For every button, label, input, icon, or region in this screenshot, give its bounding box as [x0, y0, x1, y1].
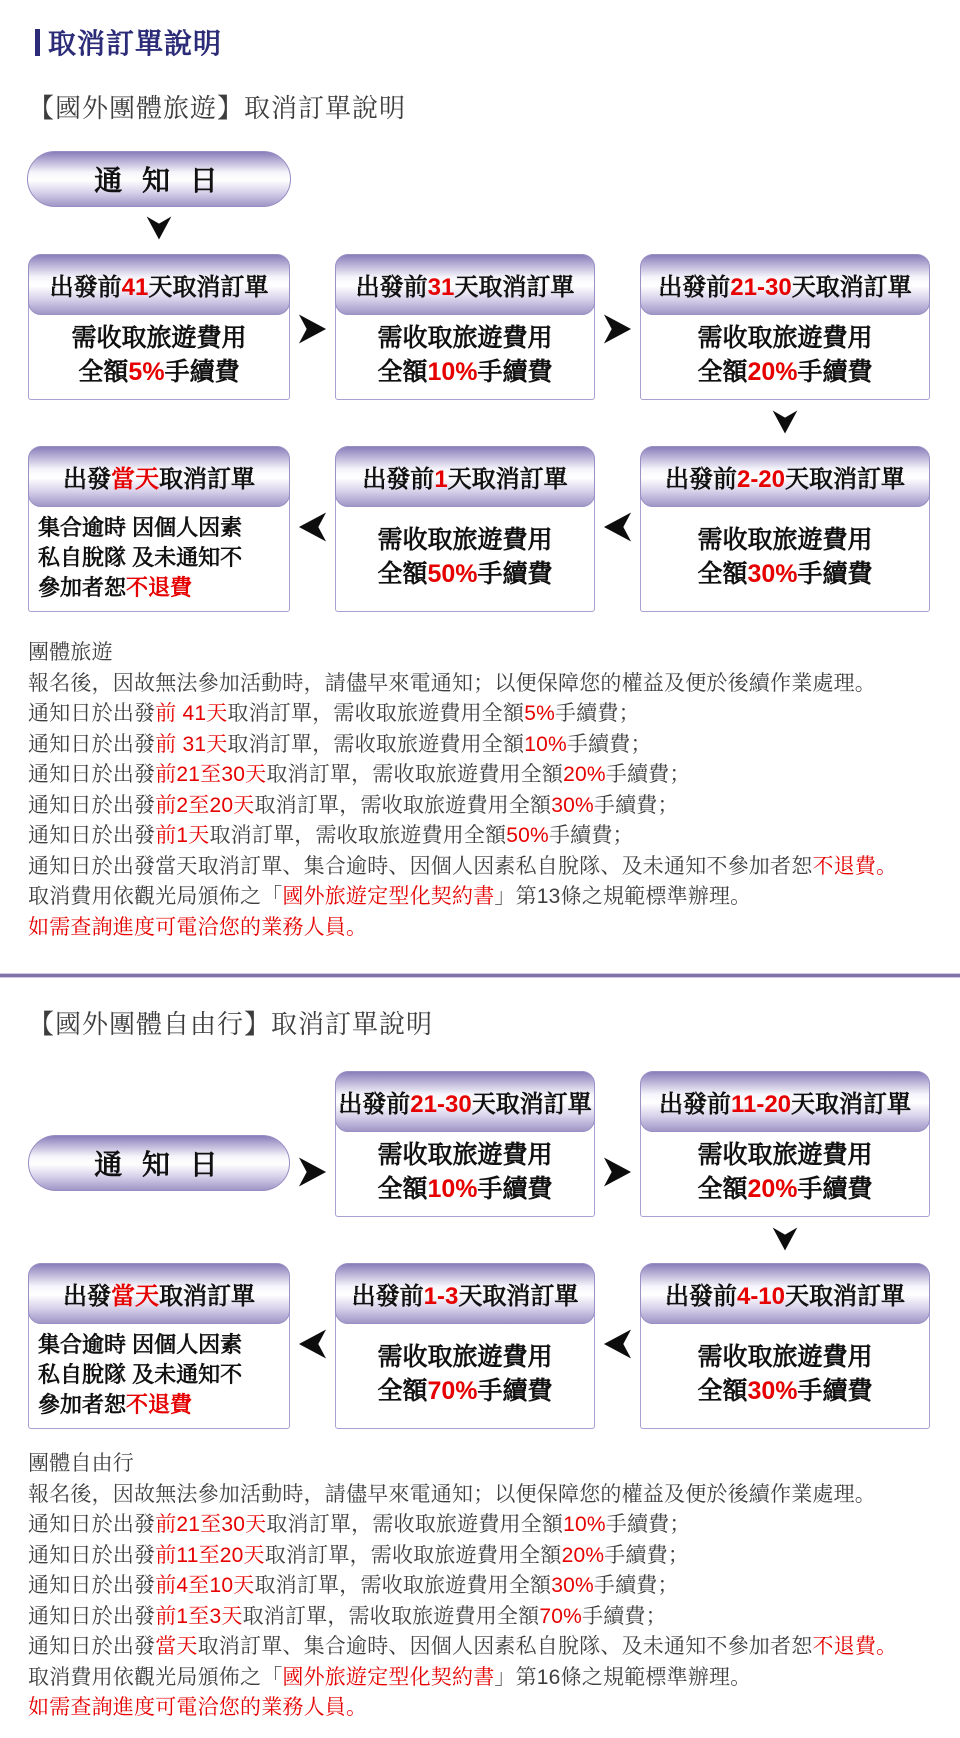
note-line: 報名後，因故無法參加活動時，請儘早來電通知；以便保障您的權益及便於後續作業處理。	[28, 1482, 876, 1506]
flow-box-before-21-30-days	[335, 1071, 595, 1217]
note-line: 報名後，因故無法參加活動時，請儘早來電通知；以便保障您的權益及便於後續作業處理。	[28, 671, 876, 695]
section2-heading: 【國外團體自由行】取消訂單說明	[28, 1009, 434, 1039]
note-line: 如需查詢進度可電洽您的業務人員。	[28, 1696, 368, 1719]
chevron-left-icon	[602, 510, 633, 544]
note-line: 通知日於出發前 31天取消訂單，需收取旅遊費用全額10%手續費；	[28, 732, 652, 756]
chevron-down-icon	[770, 1225, 800, 1253]
flow-box-title: 出發當天取消訂單	[28, 1263, 290, 1324]
chevron-right-icon	[297, 312, 328, 346]
s2-notify-pill: 通 知 日	[28, 1135, 290, 1191]
arrow-cell	[640, 1217, 930, 1263]
note-line: 通知日於出發前2至20天取消訂單，需收取旅遊費用全額30%手續費；	[28, 793, 679, 817]
section-divider	[0, 973, 960, 978]
flow-box-before-41-days	[28, 254, 290, 400]
section1-heading: 【國外團體旅遊】取消訂單說明	[28, 93, 407, 123]
note-line: 通知日於出發前11至20天取消訂單，需收取旅遊費用全額20%手續費；	[28, 1543, 690, 1567]
note-line: 通知日於出發當天取消訂單、集合逾時、因個人因素私自脫隊、及未通知不參加者恕不退費。	[28, 1635, 898, 1658]
chevron-right-icon	[602, 312, 633, 346]
flow-box-body: 需收取旅遊費用 全額70%手續費	[377, 1343, 553, 1405]
s1-flow-row1	[28, 254, 930, 400]
flow-box-before-4-10-days	[640, 1263, 930, 1429]
flow-box-title: 出發前21-30天取消訂單	[335, 1071, 595, 1132]
chevron-left-icon	[602, 1327, 633, 1361]
flow-box-title: 出發前31天取消訂單	[335, 254, 595, 315]
arrow-cell	[595, 446, 640, 612]
arrow-cell	[640, 400, 930, 446]
flow-box-title: 出發前21-30天取消訂單	[640, 254, 930, 315]
section-group-tour	[0, 88, 960, 943]
note-line: 取消費用依觀光局頒佈之「國外旅遊定型化契約書」第13條之規範標準辦理。	[28, 885, 752, 908]
s1-flow-arrow-row	[28, 400, 930, 446]
section-free-tour	[0, 1004, 960, 1738]
arrow-cell	[290, 1263, 335, 1429]
flow-box-body: 需收取旅遊費用 全額10%手續費	[377, 1141, 553, 1203]
flow-box-before-11-20-days	[640, 1071, 930, 1217]
flow-box-before-1-day	[335, 446, 595, 612]
flow-box-body: 需收取旅遊費用 全額10%手續費	[377, 324, 553, 386]
flow-box-before-21-30-days	[640, 254, 930, 400]
flow-box-title: 出發前41天取消訂單	[28, 254, 290, 315]
flow-box-title: 出發前1-3天取消訂單	[335, 1263, 595, 1324]
page-title: 取消訂單說明	[48, 28, 223, 59]
note-line: 通知日於出發前 41天取消訂單，需收取旅遊費用全額5%手續費；	[28, 702, 640, 725]
title-accent-bar	[35, 29, 40, 56]
flow-box-before-2-20-days	[640, 446, 930, 612]
flow-box-before-31-days	[335, 254, 595, 400]
s1-notify-block	[28, 151, 290, 242]
note-line: 通知日於出發前1天取消訂單，需收取旅遊費用全額50%手續費；	[28, 824, 634, 847]
chevron-right-icon	[297, 1155, 328, 1189]
flow-box-same-day	[28, 1263, 290, 1429]
flow-box-body: 需收取旅遊費用 全額20%手續費	[697, 324, 873, 386]
flow-box-body: 需收取旅遊費用 全額20%手續費	[697, 1141, 873, 1203]
flow-box-body: 需收取旅遊費用 全額5%手續費	[71, 324, 247, 386]
s2-flow-row1	[28, 1071, 930, 1217]
flow-box-same-day	[28, 446, 290, 612]
flow-box-title: 出發前1天取消訂單	[335, 446, 595, 507]
chevron-left-icon	[297, 1327, 328, 1361]
s1-flow-row2	[28, 446, 930, 612]
note-line: 通知日於出發前1至3天取消訂單，需收取旅遊費用全額70%手續費；	[28, 1604, 667, 1628]
flow-box-title: 出發當天取消訂單	[28, 446, 290, 507]
note-line: 通知日於出發前4至10天取消訂單，需收取旅遊費用全額30%手續費；	[28, 1574, 679, 1597]
chevron-left-icon	[297, 510, 328, 544]
s1-flowchart	[28, 151, 930, 612]
s1-notify-pill: 通 知 日	[27, 151, 291, 207]
s2-flow-row2	[28, 1263, 930, 1429]
arrow-cell	[290, 1071, 335, 1217]
s2-notify-cell	[28, 1071, 290, 1217]
note-line: 通知日於出發前21至30天取消訂單，需收取旅遊費用全額20%手續費；	[28, 763, 691, 786]
flow-box-body: 需收取旅遊費用 全額50%手續費	[377, 526, 553, 588]
arrow-cell	[290, 254, 335, 400]
arrow-cell	[595, 254, 640, 400]
flow-box-title: 出發前2-20天取消訂單	[640, 446, 930, 507]
chevron-down-icon	[770, 408, 800, 436]
note-line: 如需查詢進度可電洽您的業務人員。	[28, 915, 368, 939]
note-line: 團體自由行	[28, 1452, 134, 1475]
note-line: 通知日於出發前21至30天取消訂單，需收取旅遊費用全額10%手續費；	[28, 1513, 691, 1536]
note-line: 團體旅遊	[28, 641, 113, 664]
flow-box-body: 需收取旅遊費用 全額30%手續費	[697, 526, 873, 588]
flow-box-before-1-3-days	[335, 1263, 595, 1429]
flow-box-body: 集合逾時 因個人因素 私自脫隊 及未通知不 參加者恕不退費	[38, 1332, 243, 1417]
s2-notes	[28, 1449, 930, 1738]
arrow-cell	[290, 446, 335, 612]
arrow-cell	[595, 1071, 640, 1217]
flow-box-body: 集合逾時 因個人因素 私自脫隊 及未通知不 參加者恕不退費	[38, 515, 243, 600]
note-line: 通知日於出發當天取消訂單、集合逾時、因個人因素私自脫隊、及未通知不參加者恕不退費。	[28, 854, 898, 878]
s2-flowchart	[28, 1071, 930, 1429]
chevron-down-icon	[144, 214, 174, 242]
flow-box-title: 出發前4-10天取消訂單	[640, 1263, 930, 1324]
s2-flow-arrow-row	[28, 1217, 930, 1263]
chevron-right-icon	[602, 1155, 633, 1189]
arrow-cell	[595, 1263, 640, 1429]
flow-box-title: 出發前11-20天取消訂單	[640, 1071, 930, 1132]
page-title-row	[0, 0, 960, 62]
flow-box-body: 需收取旅遊費用 全額30%手續費	[697, 1343, 873, 1405]
s1-notes	[28, 638, 930, 943]
note-line: 取消費用依觀光局頒佈之「國外旅遊定型化契約書」第16條之規範標準辦理。	[28, 1665, 752, 1689]
